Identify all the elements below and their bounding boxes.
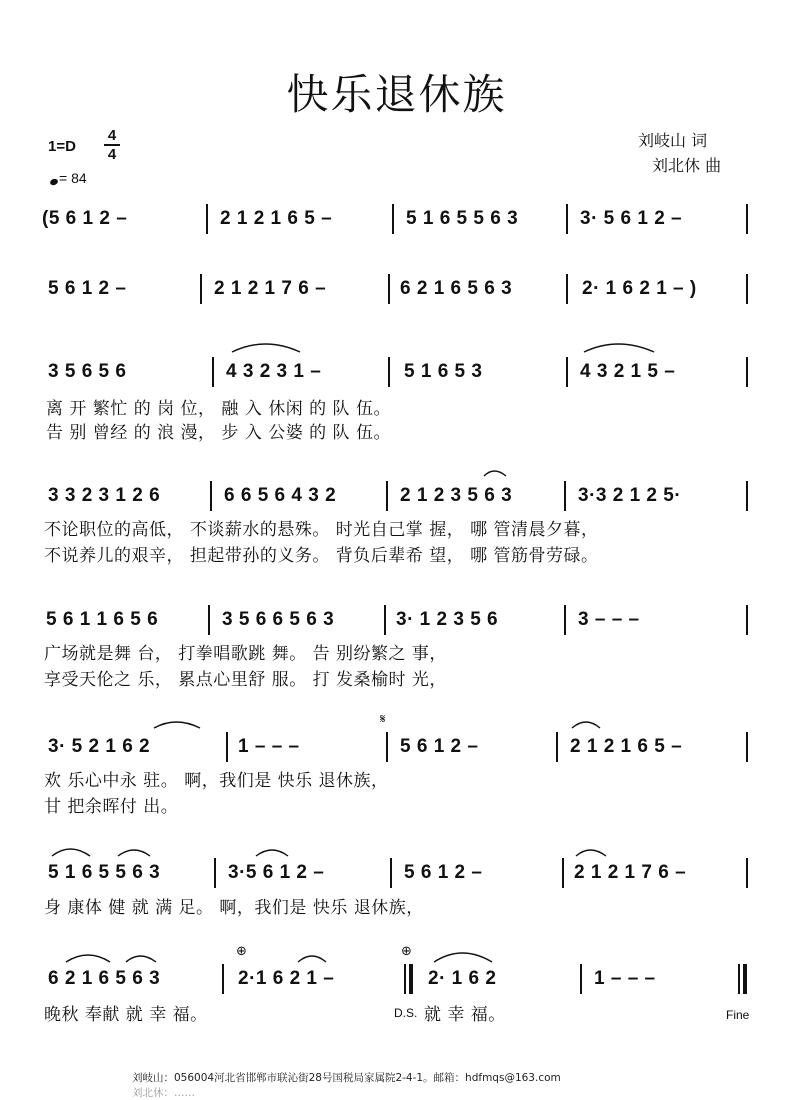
measure-7-2: 3·5 6 1 2 – — [228, 862, 325, 883]
measure-6-3: 5 6 1 2 – — [400, 736, 479, 757]
measure-3-2: 4 3 2 3 1 – — [226, 361, 322, 382]
coda-sign-1: ⊕ — [236, 944, 247, 959]
lyrics-3-verse-2: 告 别 曾经 的 浪 漫， 步 入 公婆 的 队 伍。 — [46, 423, 391, 443]
footer-contact: 刘岐山：056004河北省邯郸市联沁街28号国税局家属院2-4-1。邮箱：hdfmqs@163.com — [132, 1072, 561, 1084]
measure-2-3: 6 2 1 6 5 6 3 — [400, 278, 513, 299]
measure-3-1: 3 5 6 5 6 — [48, 361, 127, 382]
lyricist-credit: 刘岐山 词 — [638, 131, 708, 150]
lyrics-5-verse-2: 享受天伦之 乐， 累点心里舒 服。 打 发桑榆时 光， — [44, 670, 447, 690]
tempo-value: = 84 — [59, 170, 87, 186]
measure-8-1: 6 2 1 6 5 6 3 — [48, 968, 161, 989]
fine-marking: Fine — [726, 1008, 750, 1022]
lyrics-4-verse-1: 不论职位的高低， 不谈薪水的悬殊。 时光自己掌 握， 哪 管清晨夕暮， — [44, 520, 599, 540]
measure-7-4: 2 1 2 1 7 6 – — [574, 862, 687, 883]
slur — [256, 850, 288, 856]
lyrics-3-verse-1: 离 开 繁忙 的 岗 位， 融 入 休闲 的 队 伍。 — [46, 399, 391, 419]
composer-credit: 刘北休 曲 — [652, 156, 722, 175]
measure-4-1: 3 3 2 3 1 2 6 — [48, 485, 161, 506]
slur — [576, 850, 606, 856]
segno-sign: 𝄋 — [380, 712, 386, 727]
slur — [298, 956, 326, 962]
slur — [126, 956, 156, 962]
coda-sign-2: ⊕ — [401, 944, 412, 959]
measure-7-3: 5 6 1 2 – — [404, 862, 483, 883]
measure-1-2: 2 1 2 1 6 5 – — [220, 208, 333, 229]
measure-5-4: 3 – – – — [578, 609, 640, 630]
key-signature: 1=D — [48, 138, 76, 155]
slur — [572, 722, 600, 728]
slur — [118, 850, 150, 856]
slur — [484, 471, 506, 476]
measure-5-2: 3 5 6 6 5 6 3 — [222, 609, 335, 630]
lyrics-6-verse-2: 甘 把余晖付 出。 — [44, 797, 179, 817]
measure-4-3: 2 1 2 3 5 6 3 — [400, 485, 513, 506]
measure-4-4: 3·3 2 1 2 5· — [578, 485, 682, 506]
slur — [52, 849, 90, 856]
measure-3-4: 4 3 2 1 5 – — [580, 361, 676, 382]
measure-8-3: 2· 1 6 2 — [428, 968, 497, 989]
lyrics-6-verse-1: 欢 乐心中永 驻。 啊，我们是 快乐 退休族， — [44, 771, 389, 791]
measure-1-4: 3· 5 6 1 2 – — [580, 208, 683, 229]
measure-8-4: 1 – – – — [594, 968, 656, 989]
measure-8-2: 2·1 6 2 1 – — [238, 968, 335, 989]
time-signature-bottom: 4 — [107, 146, 117, 163]
measure-6-4: 2 1 2 1 6 5 – — [570, 736, 683, 757]
ds-marking: D.S. — [394, 1006, 418, 1020]
measure-2-4: 2· 1 6 2 1 – ) — [582, 278, 697, 299]
measure-3-3: 5 1 6 5 3 — [404, 361, 483, 382]
slur — [434, 953, 492, 962]
lyrics-4-verse-2: 不说养儿的艰辛， 担起带孙的义务。 背负后辈希 望， 哪 管筋骨劳碌。 — [44, 546, 599, 566]
measure-2-1: 5 6 1 2 – — [48, 278, 127, 299]
measure-1-1: (5 6 1 2 – — [42, 208, 128, 229]
measure-7-1: 5 1 6 5 5 6 3 — [48, 862, 161, 883]
time-signature-top: 4 — [107, 127, 117, 144]
measure-5-3: 3· 1 2 3 5 6 — [396, 609, 499, 630]
slur — [154, 722, 200, 728]
song-title: 快乐退休族 — [286, 70, 507, 119]
measure-5-1: 5 6 1 1 6 5 6 — [46, 609, 159, 630]
measure-1-3: 5 1 6 5 5 6 3 — [406, 208, 519, 229]
lyrics-5-verse-1: 广场就是舞 台， 打拳唱歌跳 舞。 告 别纷繁之 事， — [44, 644, 447, 664]
slur — [232, 344, 300, 352]
measure-6-1: 3· 5 2 1 6 2 — [48, 736, 151, 757]
measure-4-2: 6 6 5 6 4 3 2 — [224, 485, 337, 506]
measure-6-2: 1 – – – — [238, 736, 300, 757]
lyrics-8-a: 晚秋 奉献 就 幸 福。 — [44, 1005, 208, 1025]
slur — [66, 955, 110, 962]
footer-contact-2: 刘北休：…… — [132, 1087, 195, 1099]
slur — [584, 344, 654, 352]
measure-2-2: 2 1 2 1 7 6 – — [214, 278, 327, 299]
lyrics-7: 身 康体 健 就 满 足。 啊，我们是 快乐 退休族， — [44, 898, 424, 918]
lyrics-8-b: 就 幸 福。 — [424, 1005, 506, 1025]
